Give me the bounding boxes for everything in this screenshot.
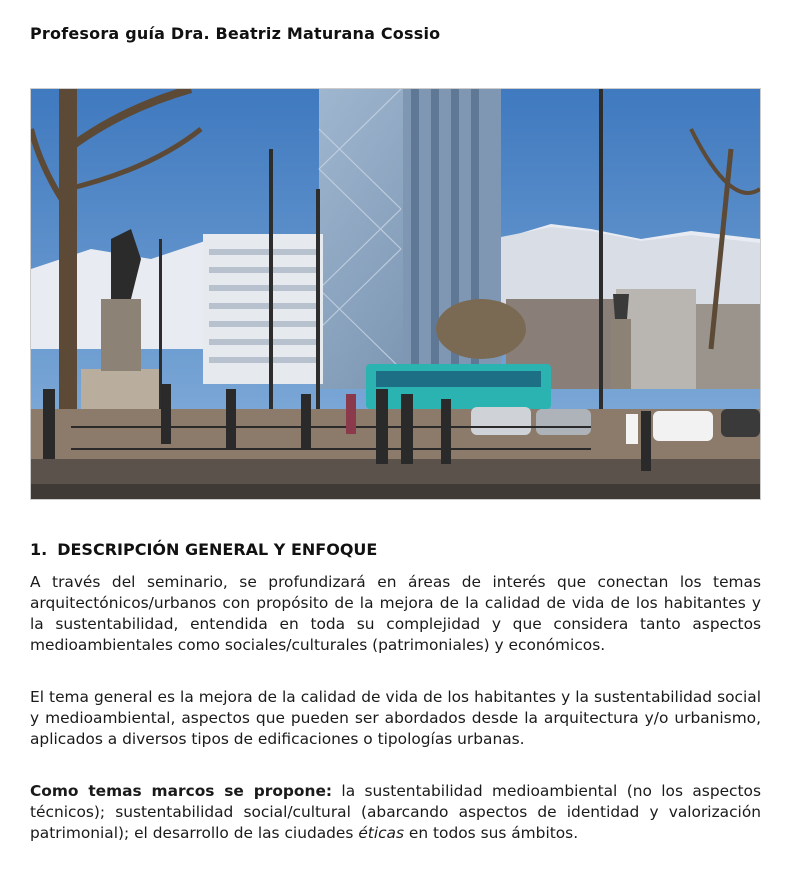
city-photo: [30, 88, 761, 500]
paragraph-3-text: la sustentabilidad medioambiental (no los aspectos técnicos); sustentabilidad social/cultural (abarcando aspectos de identidad y valorización patrimonial); el desarrollo de las ciudades: [30, 782, 761, 842]
supervisor-line: Profesora guía Dra. Beatriz Maturana Cossio: [30, 24, 441, 43]
section-title: DESCRIPCIÓN GENERAL Y ENFOQUE: [57, 540, 378, 559]
paragraph-3: [30, 781, 761, 844]
section-heading: [30, 540, 377, 559]
paragraph-2: El tema general es la mejora de la calidad de vida de los habitantes y la sustentabilidad social y medioambiental, aspectos que pueden ser abordados desde la arquitectura y/o urbanismo, aplicados a diversos tipos de edificaciones o tipologías urbanas.: [30, 688, 761, 748]
paragraph-3-end: en todos sus ámbitos.: [404, 824, 579, 842]
section-number: 1.: [30, 540, 48, 559]
paragraph-1: A través del seminario, se profundizará en áreas de interés que conectan los temas arquitectónicos/urbanos con propósito de la mejora de la calidad de vida de los habitantes y la sustentabilidad, entendida en toda su complejidad y que considera tanto aspectos medioambientales como sociales/culturales (patrimoniales) y económicos.: [30, 573, 761, 654]
paragraph-3-italic: éticas: [358, 824, 405, 842]
paragraph-3-bold: Como temas marcos se propone:: [30, 782, 333, 800]
